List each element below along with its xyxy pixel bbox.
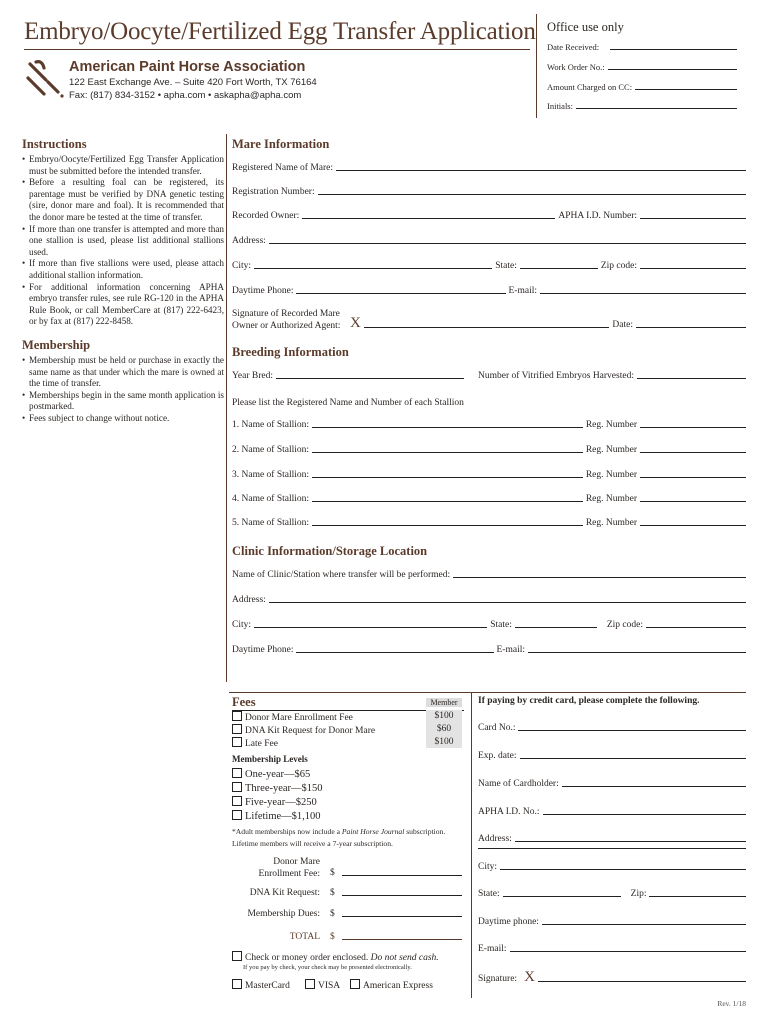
date-field[interactable] (636, 327, 746, 328)
stallion-row: 1. Name of Stallion: Reg. Number (232, 420, 746, 430)
total-label: Membership Dues: (247, 909, 320, 919)
level-checkbox[interactable] (232, 768, 242, 778)
zip-field[interactable] (640, 268, 746, 269)
exp-date-field[interactable]: Exp. date: (478, 751, 746, 761)
left-column (22, 137, 224, 424)
membership-list (22, 355, 224, 425)
mare-registration-number-field[interactable]: Registration Number: (232, 187, 746, 197)
level-checkbox[interactable] (232, 782, 242, 792)
org-contact: Fax: (817) 834-3152 • apha.com • askapha@apha.com (69, 90, 302, 101)
instruction-item: • Embryo/Oocyte/Fertilized Egg Transfer Application must be submitted before the intended transfer. (22, 154, 224, 177)
mare-signature-row: X Date: (350, 316, 746, 330)
fee-item[interactable]: Late Fee (232, 737, 278, 749)
credit-apha-id-field[interactable]: APHA I.D. No.: (478, 807, 746, 817)
stallion-row: 3. Name of Stallion: Reg. Number (232, 470, 746, 480)
membership-item: • Fees subject to change without notice. (22, 413, 224, 425)
credit-email-field[interactable]: E-mail: (478, 944, 746, 954)
clinic-address-field[interactable]: Address: (232, 595, 746, 605)
fee-item[interactable]: Donor Mare Enrollment Fee (232, 711, 353, 723)
fee-checkbox[interactable] (232, 711, 242, 721)
membership-item: • Membership must be held or purchase in exactly the same name as that under which the mare is owned at the time of transfer. (22, 355, 224, 390)
title-rule (24, 49, 530, 50)
check-option[interactable]: Check or money order enclosed. Do not send cash. (232, 951, 439, 963)
total-label: Donor Mare Enrollment Fee: (258, 857, 320, 879)
office-initials[interactable]: Initials: (547, 101, 737, 111)
column-divider (226, 134, 227, 682)
apha-logo (22, 58, 66, 102)
cardholder-field[interactable]: Name of Cardholder: (478, 779, 746, 789)
credit-signature-row: Signature: X (478, 970, 746, 984)
email-field[interactable] (540, 293, 746, 294)
card-number-field[interactable]: Card No.: (478, 723, 746, 733)
signature-field[interactable] (364, 327, 610, 328)
owner-field[interactable] (302, 218, 555, 219)
stallion-name-field[interactable] (312, 427, 583, 428)
office-work-order[interactable]: Work Order No.: (547, 62, 737, 72)
stallion-reg-field[interactable] (640, 427, 746, 428)
clinic-name-field[interactable]: Name of Clinic/Station where transfer will be performed: (232, 570, 746, 580)
fee-price: $100 (434, 737, 454, 747)
membership-level[interactable]: Lifetime—$1,100 (232, 810, 321, 822)
membership-levels-heading: Membership Levels (232, 754, 308, 764)
state-field[interactable] (503, 896, 621, 897)
breeding-heading: Breeding Information (232, 345, 349, 359)
instruction-item: • For additional information concerning APHA embryo transfer rules, see rule RG-120 in the APHA Rule Book, or call MemberCare at (817) 222-6423, or by fax at (817) 222-8458. (22, 282, 224, 328)
stallion-name-field[interactable] (312, 452, 583, 453)
fee-checkbox[interactable] (232, 724, 242, 734)
phone-field[interactable] (296, 293, 505, 294)
x-mark: X (524, 969, 535, 985)
level-checkbox[interactable] (232, 810, 242, 820)
check-note: If you pay by check, your check may be presented electronically. (243, 964, 412, 971)
stallion-name-field[interactable] (312, 477, 583, 478)
credit-address-line2[interactable] (478, 848, 746, 849)
total-field[interactable]: $ (330, 888, 462, 898)
clinic-phone-row: Daytime Phone: E-mail: (232, 645, 746, 655)
total-field[interactable]: $ (330, 868, 462, 878)
city-field[interactable] (254, 627, 487, 628)
stallion-reg-field[interactable] (640, 525, 746, 526)
signature-field[interactable] (538, 981, 746, 982)
x-mark: X (350, 315, 361, 331)
vitrified-field[interactable] (637, 378, 746, 379)
fees-heading: Fees (232, 695, 256, 709)
state-field[interactable] (515, 627, 597, 628)
mare-phone-row: Daytime Phone: E-mail: (232, 286, 746, 296)
instruction-item: • Before a resulting foal can be registered, its parentage must be verified by DNA genetic testing (sire, donor mare and foal). It is recommended that the donor mare be tested at the time of transfer. (22, 177, 224, 223)
breeding-instruction: Please list the Registered Name and Number of each Stallion (232, 398, 464, 408)
membership-level[interactable]: Three-year—$150 (232, 782, 323, 794)
level-checkbox[interactable] (232, 796, 242, 806)
credit-heading: If paying by credit card, please complete the following. (478, 696, 700, 706)
credit-city-field[interactable]: City: (478, 862, 746, 872)
check-checkbox[interactable] (232, 951, 242, 961)
email-field[interactable] (528, 652, 746, 653)
total-label: DNA Kit Request: (249, 888, 320, 898)
instructions-list (22, 154, 224, 328)
revision: Rev. 1/18 (717, 999, 746, 1008)
zip-field[interactable] (649, 896, 746, 897)
member-column-header: Member (426, 698, 462, 707)
card-option-amex[interactable]: American Express (350, 979, 433, 991)
stallion-row: 2. Name of Stallion: Reg. Number (232, 445, 746, 455)
stallion-row: 5. Name of Stallion: Reg. Number (232, 518, 746, 528)
fee-checkbox[interactable] (232, 737, 242, 747)
credit-state-row: State: Zip: (478, 889, 746, 899)
breeding-year-row: Year Bred: Number of Vitrified Embryos Harvested: (232, 371, 746, 381)
total-field[interactable]: $ (330, 932, 462, 942)
stallion-reg-field[interactable] (640, 452, 746, 453)
stallion-row: 4. Name of Stallion: Reg. Number (232, 494, 746, 504)
apha-id-field[interactable] (640, 218, 746, 219)
membership-level[interactable]: Five-year—$250 (232, 796, 317, 808)
office-use-heading: Office use only (547, 20, 624, 34)
office-date-received[interactable]: Date Received: (547, 42, 737, 52)
membership-heading: Membership (22, 337, 91, 352)
card-option-mastercard[interactable]: MasterCard (232, 979, 290, 991)
credit-address-field[interactable]: Address: (478, 834, 746, 844)
org-address: 122 East Exchange Ave. – Suite 420 Fort Worth, TX 76164 (69, 77, 317, 88)
amex-checkbox[interactable] (350, 979, 360, 989)
visa-checkbox[interactable] (305, 979, 315, 989)
total-field[interactable]: $ (330, 909, 462, 919)
signature-label: Signature of Recorded Mare Owner or Authorized Agent: (232, 309, 341, 331)
mare-registered-name-field[interactable]: Registered Name of Mare: (232, 163, 746, 173)
total-label: TOTAL (289, 932, 320, 942)
year-bred-field[interactable] (276, 378, 464, 379)
fee-price: $100 (434, 711, 454, 721)
fee-item[interactable]: DNA Kit Request for Donor Mare (232, 724, 375, 736)
stallion-reg-field[interactable] (640, 501, 746, 502)
fee-price: $60 (436, 724, 452, 734)
membership-level[interactable]: One-year—$65 (232, 768, 310, 780)
membership-item: • Memberships begin in the same month application is postmarked. (22, 390, 224, 413)
instructions-heading: Instructions (22, 137, 87, 151)
mare-address-field[interactable]: Address: (232, 236, 746, 246)
card-option-visa[interactable]: VISA (305, 979, 340, 991)
mare-heading: Mare Information (232, 137, 330, 151)
clinic-city-row: City: State: Zip code: (232, 620, 746, 630)
clinic-heading: Clinic Information/Storage Location (232, 544, 428, 558)
membership-note: *Adult memberships now include a Paint Horse Journal subscription. Lifetime members will receive a 7-year subscription. (232, 827, 446, 848)
form-title: Embryo/Oocyte/Fertilized Egg Transfer Application (24, 18, 536, 45)
phone-field[interactable] (296, 652, 493, 653)
office-amount-charged[interactable]: Amount Charged on CC: (547, 82, 737, 92)
mare-owner-row: Recorded Owner: APHA I.D. Number: (232, 211, 746, 221)
stallion-name-field[interactable] (312, 525, 583, 526)
stallion-name-field[interactable] (312, 501, 583, 502)
state-field[interactable] (520, 268, 598, 269)
org-name: American Paint Horse Association (69, 59, 306, 75)
instruction-item: • If more than five stallions were used, please attach additional stallion information. (22, 258, 224, 281)
fees-divider (471, 692, 472, 998)
instruction-item: • If more than one transfer is attempted and more than one stallion is used, please list additional stallions used. (22, 224, 224, 259)
city-field[interactable] (254, 268, 492, 269)
zip-field[interactable] (646, 627, 746, 628)
fees-top-rule (229, 692, 746, 693)
mastercard-checkbox[interactable] (232, 979, 242, 989)
office-use-box (536, 14, 537, 118)
stallion-reg-field[interactable] (640, 477, 746, 478)
mare-city-row: City: State: Zip code: (232, 261, 746, 271)
credit-phone-field[interactable]: Daytime phone: (478, 917, 746, 927)
